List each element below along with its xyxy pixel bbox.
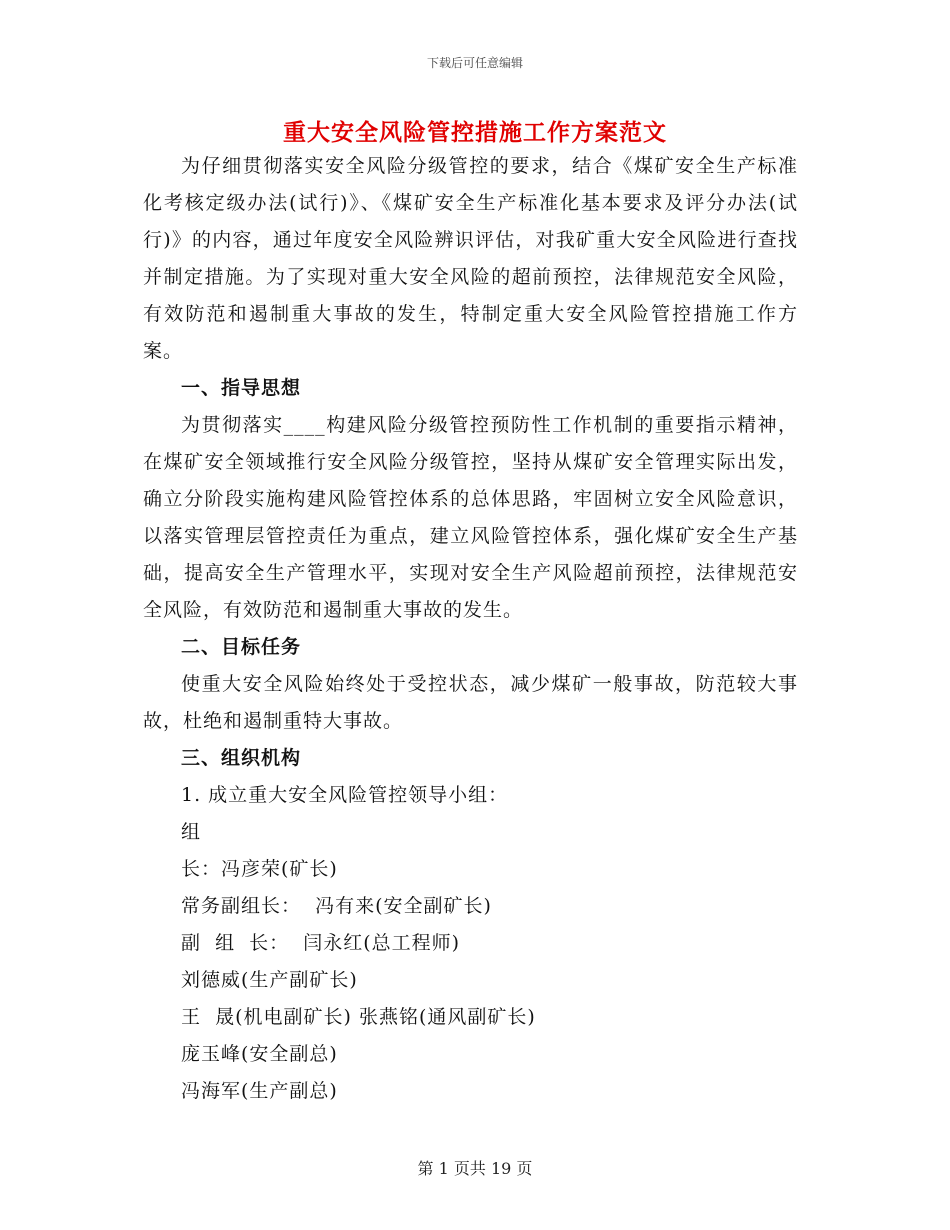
org-line: 常务副组长： 冯有来(安全副矿长) <box>181 895 492 917</box>
org-line: 长：冯彦荣(矿长) <box>181 858 338 880</box>
org-line: 刘德威(生产副矿长) <box>181 969 358 991</box>
section-heading-guiding-ideology: 一、指导思想 <box>181 377 302 399</box>
page-header: 下载后可任意编辑 <box>426 56 523 70</box>
section-heading-targets: 二、目标任务 <box>181 636 302 658</box>
org-line: 冯海军(生产副总) <box>181 1080 338 1102</box>
intro-paragraph: 为仔细贯彻落实安全风险分级管控的要求，结合《煤矿安全生产标准化考核定级办法(试行)》、《煤矿安全生产标准化基本要求及评分办法(试行)》的内容，通过年度安全风险辨识评估，对我矿重大安全风险进行查找并制定措施。为了实现对重大安全风险的超前预控，法律规范安全风险，有效防范和遏制重大事故的发生，特制定重大安全风险管控措施工作方案。 <box>143 155 798 362</box>
org-line: 组 <box>181 821 202 843</box>
org-line: 王 晟(机电副矿长) 张燕铭(通风副矿长) <box>181 1006 536 1028</box>
document-title: 重大安全风险管控措施工作方案范文 <box>283 119 667 146</box>
page-footer: 第 1 页共 19 页 <box>417 1159 533 1178</box>
document-body <box>143 148 798 1110</box>
org-line: 庞玉峰(安全副总) <box>181 1043 338 1065</box>
org-line: 副 组 长： 闫永红(总工程师) <box>181 932 461 954</box>
section-heading-organization: 三、组织机构 <box>181 747 302 769</box>
guiding-ideology-paragraph: 为贯彻落实____构建风险分级管控预防性工作机制的重要指示精神，在煤矿安全领域推行安全风险分级管控，坚持从煤矿安全管理实际出发，确立分阶段实施构建风险管控体系的总体思路，牢固树立安全风险意识，以落实管理层管控责任为重点，建立风险管控体系，强化煤矿安全生产基础，提高安全生产管理水平，实现对安全生产风险超前预控，法律规范安全风险，有效防范和遏制重大事故的发生。 <box>143 414 798 621</box>
targets-paragraph: 使重大安全风险始终处于受控状态，减少煤矿一般事故，防范较大事故，杜绝和遏制重特大事故。 <box>143 673 798 732</box>
org-line: 1. 成立重大安全风险管控领导小组： <box>181 784 509 806</box>
